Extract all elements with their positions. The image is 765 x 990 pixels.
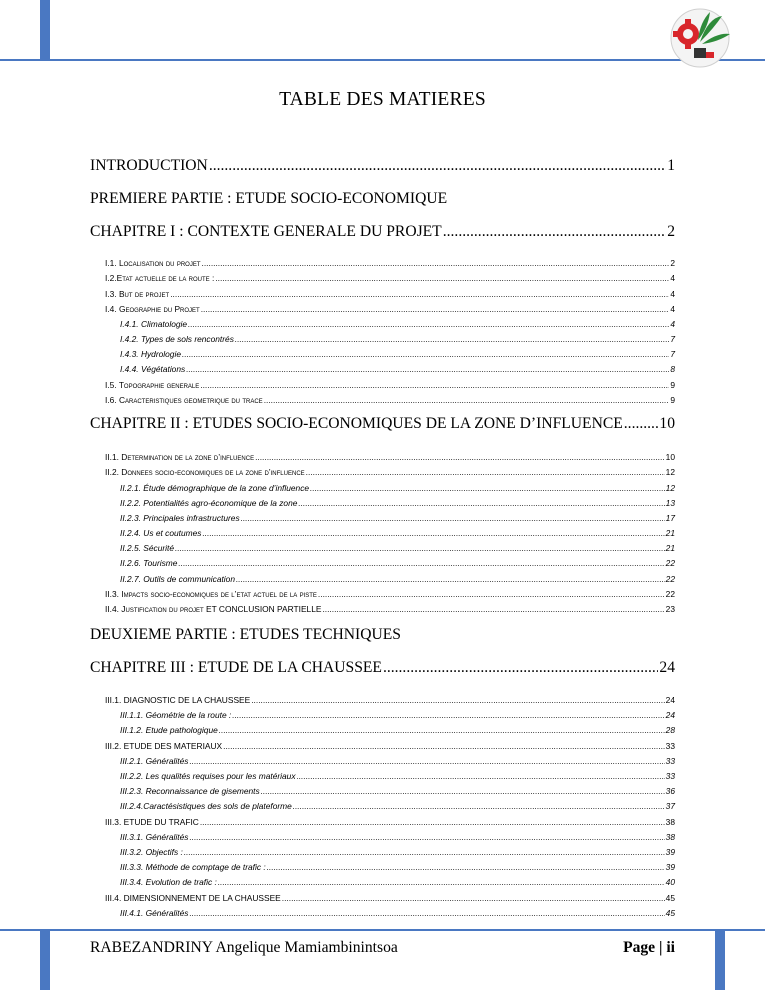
- part-heading-2: DEUXIEME PARTIE : ETUDES TECHNIQUES: [90, 626, 401, 643]
- toc-entry[interactable]: I.4.2. Types de sols rencontrés ..... 7: [120, 334, 675, 344]
- toc-entry-introduction[interactable]: INTRODUCTION ..... 1: [90, 157, 675, 175]
- toc-entry[interactable]: II.3. Impacts socio-economiques de l’etat actuel de la piste ..... 22: [105, 589, 675, 599]
- toc-entry[interactable]: II.2.3. Principales infrastructures ..... 17: [120, 513, 675, 523]
- toc-entry[interactable]: I.4.4. Végétations ..... 8: [120, 364, 675, 374]
- toc-entry[interactable]: III.3.1. Généralités ..... 38: [120, 832, 675, 842]
- toc-entry[interactable]: III.2.2. Les qualités requises pour les matériaux ..... 33: [120, 771, 675, 781]
- toc-entry-chapter-1[interactable]: CHAPITRE I : CONTEXTE GENERALE DU PROJET ..... 2: [90, 223, 675, 241]
- toc-entry[interactable]: II.2.6. Tourisme ..... 22: [120, 558, 675, 568]
- toc-entry[interactable]: III.2.3. Reconnaissance de gisements ..... 36: [120, 786, 675, 796]
- toc-entry[interactable]: II.2.2. Potentialités agro-économique de la zone ..... 13: [120, 498, 675, 508]
- toc-entry[interactable]: II.2. Donnees socio-economiques de la zone d’influence ..... 12: [105, 467, 675, 477]
- toc-entry[interactable]: II.1. Determination de la zone d’influence ..... 10: [105, 452, 675, 462]
- footer-page-number: Page | ii: [623, 939, 675, 956]
- toc-entry[interactable]: III.3. ETUDE DU TRAFIC ..... 38: [105, 817, 675, 827]
- toc-entry[interactable]: III.4.1. Généralités ..... 45: [120, 908, 675, 918]
- toc-entry[interactable]: III.2.1. Généralités ..... 33: [120, 756, 675, 766]
- toc-entry[interactable]: II.4. Justification du projet ET CONCLUSION PARTIELLE ..... 23: [105, 604, 675, 614]
- toc-entry[interactable]: II.2.1. Étude démographique de la zone d’influence ..... 12: [120, 483, 675, 493]
- part-heading-1: PREMIERE PARTIE : ETUDE SOCIO-ECONOMIQUE: [90, 190, 448, 207]
- footer-left-bar: [40, 931, 50, 990]
- page-title: TABLE DES MATIERES: [279, 89, 486, 110]
- toc-entry[interactable]: I.4.3. Hydrologie ..... 7: [120, 349, 675, 359]
- toc-entry[interactable]: III.1.1. Géométrie de la route : ..... 24: [120, 710, 675, 720]
- toc-entry[interactable]: I.6. Caracteristiques geometrique du trace ..... 9: [105, 395, 675, 405]
- toc-entry[interactable]: II.2.5. Sécurité ..... 21: [120, 543, 675, 553]
- toc-entry-chapter-3[interactable]: CHAPITRE III : ETUDE DE LA CHAUSSEE ..... 24: [90, 659, 675, 677]
- footer-rule: [0, 929, 765, 931]
- toc-entry[interactable]: III.3.4. Evolution de trafic : ..... 40: [120, 877, 675, 887]
- institution-logo: [664, 8, 736, 68]
- toc-entry[interactable]: I.3. But de projet ..... 4: [105, 289, 675, 299]
- toc-entry[interactable]: I.2.Etat actuelle de la route : ..... 4: [105, 273, 675, 283]
- toc-entry[interactable]: III.4. DIMENSIONNEMENT DE LA CHAUSSEE ..... 45: [105, 893, 675, 903]
- toc-entry[interactable]: I.5. Topographie generale ..... 9: [105, 380, 675, 390]
- toc-entry[interactable]: III.3.2. Objectifs : ..... 39: [120, 847, 675, 857]
- footer-right-bar: [715, 931, 725, 990]
- toc-entry[interactable]: III.2. ETUDE DES MATERIAUX ..... 33: [105, 741, 675, 751]
- toc-entry[interactable]: III.1. DIAGNOSTIC DE LA CHAUSSEE ..... 24: [105, 695, 675, 705]
- footer-author: RABEZANDRINY Angelique Mamiambinintsoa: [90, 939, 398, 956]
- toc-entry[interactable]: II.2.7. Outils de communication ..... 22: [120, 574, 675, 584]
- toc-entry[interactable]: I.4.1. Climatologie ..... 4: [120, 319, 675, 329]
- toc-entry[interactable]: I.1. Localisation du projet ..... 2: [105, 258, 675, 268]
- header-left-bar: [40, 0, 50, 60]
- header-rule: [0, 59, 765, 61]
- toc-entry[interactable]: I.4. Geographie du Projet ..... 4: [105, 304, 675, 314]
- toc-entry-chapter-2[interactable]: CHAPITRE II : ETUDES SOCIO-ECONOMIQUES DE LA ZONE D’INFLUENCE ..... 10: [90, 415, 675, 433]
- toc-entry[interactable]: III.2.4.Caractésistiques des sols de plateforme ..... 37: [120, 801, 675, 811]
- toc-entry[interactable]: III.1.2. Etude pathologique ..... 28: [120, 725, 675, 735]
- toc-entry[interactable]: III.3.3. Méthode de comptage de trafic : ..... 39: [120, 862, 675, 872]
- toc-entry[interactable]: II.2.4. Us et coutumes ..... 21: [120, 528, 675, 538]
